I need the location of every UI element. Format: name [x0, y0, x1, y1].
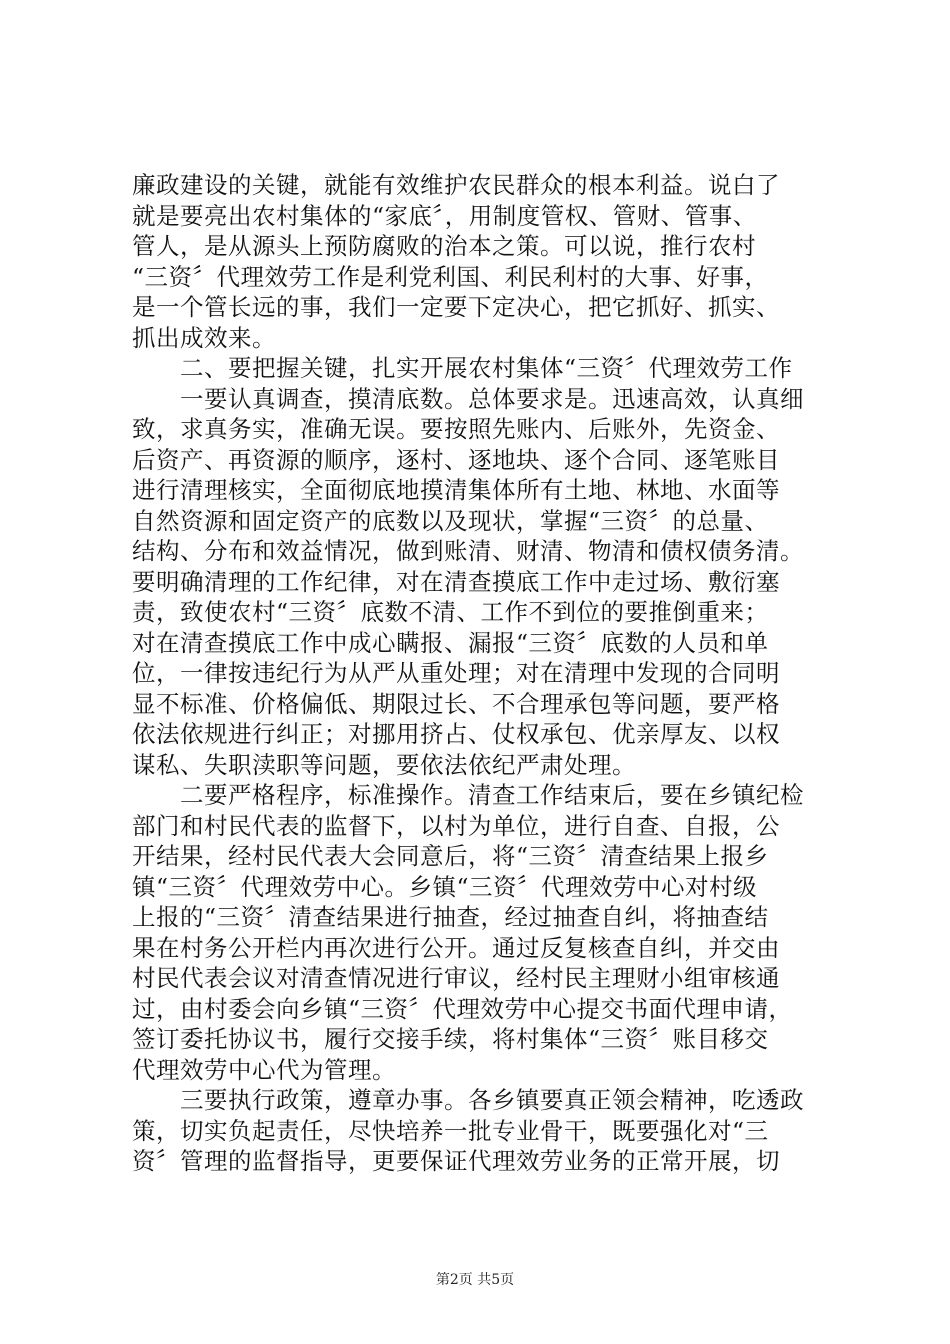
text-line: 资〞管理的监督指导，更要保证代理效劳业务的正常开展，切: [132, 1147, 780, 1175]
text-line: 一要认真调查，摸清底数。总体要求是。迅速高效，认真细: [132, 384, 804, 413]
text-line: 是一个管长远的事，我们一定要下定决心，把它抓好、抓实、: [132, 293, 780, 321]
text-line: 结构、分布和效益情况，做到账清、财清、物清和债权债务清。: [132, 537, 804, 565]
page-number-footer: 第2页 共5页: [435, 1272, 515, 1288]
text-line: “三资〞代理效劳工作是利党利国、利民利村的大事、好事，: [132, 262, 769, 291]
text-line: 后资产、再资源的顺序，逐村、逐地块、逐个合同、逐笔账目: [132, 445, 780, 474]
text-line: 签订委托协议书，履行交接手续，将村集体“三资〞账目移交: [132, 1025, 769, 1053]
text-line: 谋私、失职渎职等问题，要依法依纪严肃处理。: [132, 750, 636, 779]
text-line: 廉政建设的关键，就能有效维护农民群众的根本利益。说白了: [132, 171, 780, 199]
text-line: 要明确清理的工作纪律，对在清查摸底工作中走过场、敷衍塞: [132, 567, 780, 596]
text-line: 位，一律按违纪行为从严从重处理；对在清理中发现的合同明: [132, 659, 780, 687]
text-line: 三要执行政策，遵章办事。各乡镇要真正领会精神，吃透政: [132, 1086, 804, 1114]
text-line: 自然资源和固定资产的底数以及现状，掌握“三资〞的总量、: [132, 506, 769, 535]
section-heading: 二、要把握关键，扎实开展农村集体“三资〞代理效劳工作: [132, 354, 793, 382]
text-line: 责，致使农村“三资〞底数不清、工作不到位的要推倒重来；: [132, 598, 769, 626]
text-line: 致，求真务实，准确无误。要按照先账内、后账外，先资金、: [132, 415, 780, 443]
text-line: 上报的“三资〞清查结果进行抽查，经过抽查自纠，将抽查结: [132, 903, 769, 931]
text-line: 二要严格程序，标准操作。清查工作结束后，要在乡镇纪检: [132, 781, 804, 809]
text-line: 镇“三资〞代理效劳中心。乡镇“三资〞代理效劳中心对村级: [132, 872, 758, 901]
text-line: 对在清查摸底工作中成心瞒报、漏报“三资〞底数的人员和单: [132, 628, 769, 657]
text-line: 开结果，经村民代表大会同意后，将“三资〞清查结果上报乡: [132, 842, 769, 870]
text-line: 就是要亮出农村集体的“家底〞，用制度管权、管财、管事、: [132, 201, 757, 230]
text-line: 果在村务公开栏内再次进行公开。通过反复核查自纠，并交由: [132, 933, 780, 962]
text-line: 抓出成效来。: [132, 323, 276, 352]
text-line: 显不标准、价格偏低、期限过长、不合理承包等问题，要严格: [132, 689, 780, 718]
text-line: 过，由村委会向乡镇“三资〞代理效劳中心提交书面代理申请，: [132, 994, 793, 1023]
text-line: 村民代表会议对清查情况进行审议，经村民主理财小组审核通: [132, 964, 780, 992]
text-line: 部门和村民代表的监督下，以村为单位，进行自查、自报，公: [132, 811, 780, 840]
text-line: 依法依规进行纠正；对挪用挤占、仗权承包、优亲厚友、以权: [132, 720, 780, 748]
text-line: 策，切实负起责任，尽快培养一批专业骨干，既要强化对“三: [132, 1116, 769, 1145]
text-line: 进行清理核实，全面彻底地摸清集体所有土地、林地、水面等: [132, 476, 780, 504]
document-body: [132, 170, 832, 1177]
text-line: 管人，是从源头上预防腐败的治本之策。可以说，推行农村: [132, 232, 756, 260]
text-line: 代理效劳中心代为管理。: [132, 1055, 396, 1084]
